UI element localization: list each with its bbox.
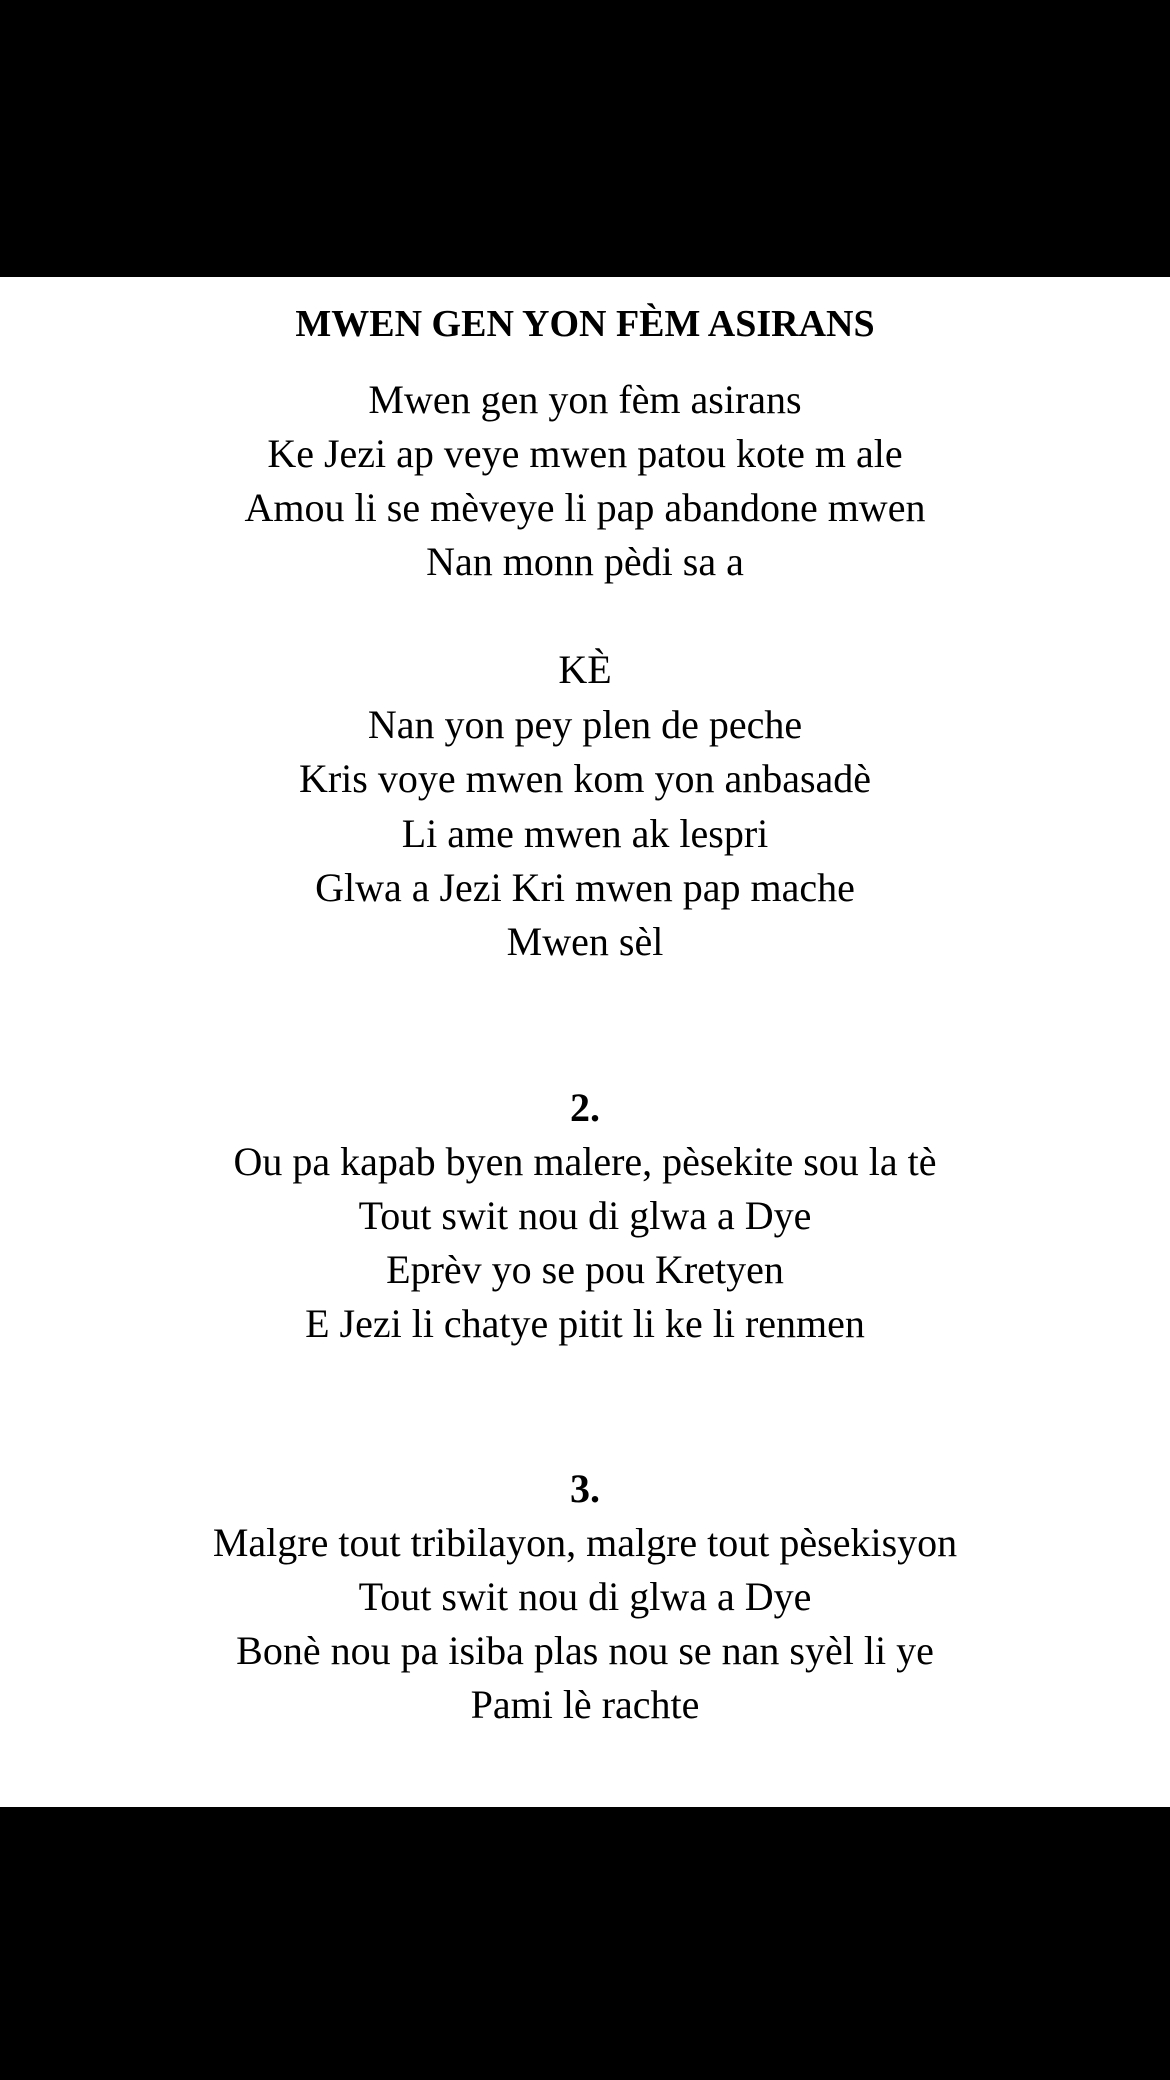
document-page: [0, 277, 1170, 1807]
chorus-line-5: Mwen sèl: [506, 919, 664, 964]
verse1-line-3: Amou li se mèveye li pap abandone mwen: [244, 485, 926, 530]
chorus-line-1: Nan yon pey plen de peche: [367, 702, 803, 747]
chorus-line-3: Li ame mwen ak lespri: [401, 811, 769, 856]
verse2-line-2: Tout swit nou di glwa a Dye: [358, 1193, 812, 1238]
verse3-line-2: Tout swit nou di glwa a Dye: [358, 1574, 812, 1619]
verse1-line-4: Nan monn pèdi sa a: [426, 539, 744, 584]
verse1-line-2: Ke Jezi ap veye mwen patou kote m ale: [267, 431, 903, 476]
verse3-line-3: Bonè nou pa isiba plas nou se nan syèl li ye: [236, 1628, 934, 1673]
verse3-line-4: Pami lè rachte: [470, 1682, 700, 1727]
chorus-label: KÈ: [558, 647, 612, 692]
song-title: MWEN GEN YON FÈM ASIRANS: [295, 303, 875, 345]
verse3-number: 3.: [570, 1466, 600, 1511]
verse2-line-4: E Jezi li chatye pitit li ke li renmen: [305, 1301, 865, 1346]
verse1-line-1: Mwen gen yon fèm asirans: [368, 377, 802, 422]
chorus-line-4: Glwa a Jezi Kri mwen pap mache: [315, 865, 855, 910]
verse3-line-1: Malgre tout tribilayon, malgre tout pèsekisyon: [212, 1520, 958, 1565]
verse2-line-3: Eprèv yo se pou Kretyen: [386, 1247, 784, 1292]
verse2-number: 2.: [570, 1085, 600, 1130]
verse2-line-1: Ou pa kapab byen malere, pèsekite sou la tè: [233, 1139, 937, 1184]
chorus-line-2: Kris voye mwen kom yon anbasadè: [298, 756, 872, 801]
